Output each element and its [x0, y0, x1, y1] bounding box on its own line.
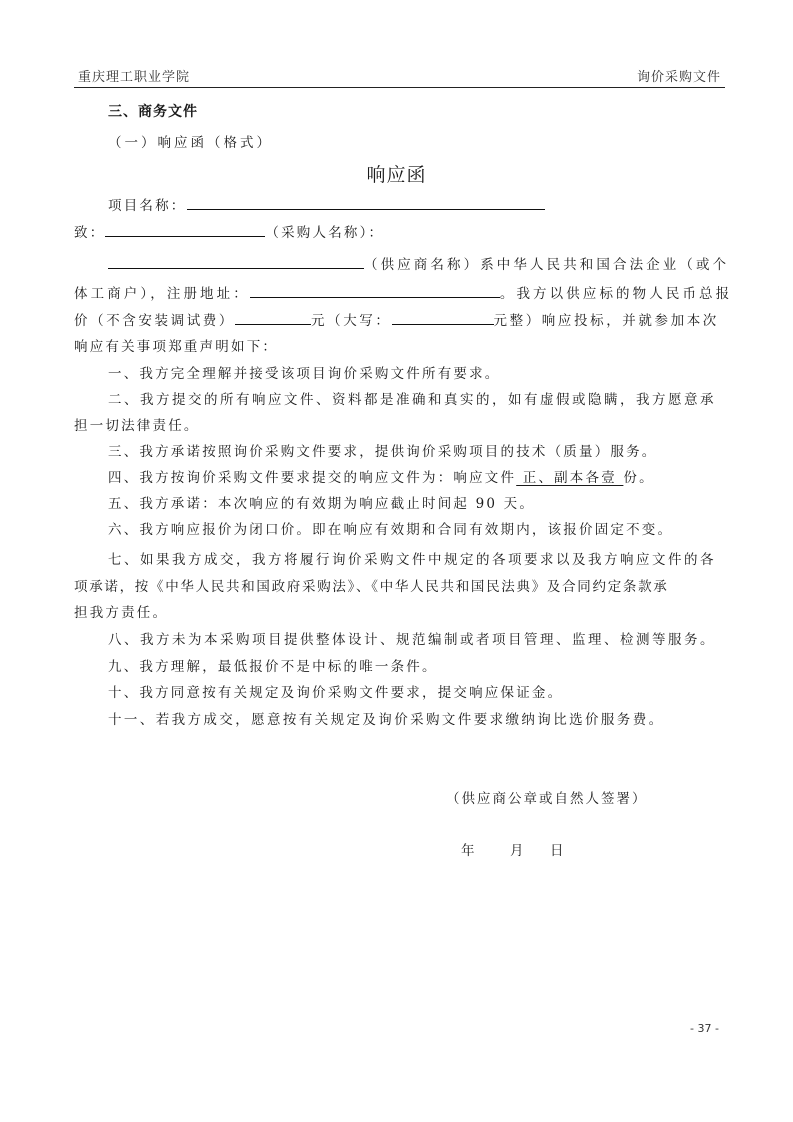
- header-right: 询价采购文件: [636, 70, 721, 85]
- price-row: [74, 309, 719, 329]
- supplier-name-blank[interactable]: [108, 256, 364, 269]
- supplier-hint: （供应商名称）系中华人民共和国合法企业（或个: [364, 257, 730, 273]
- clause-4-tail: 份。: [623, 470, 655, 486]
- price-unit: 元（大写：: [311, 313, 392, 329]
- price-tail: 元整）响应投标，并就参加本次: [493, 313, 719, 329]
- clause-7-line-3: 担我方责任。: [74, 605, 169, 621]
- date-day: 日: [550, 843, 564, 859]
- supplier-row: [108, 253, 729, 273]
- project-name-blank[interactable]: [187, 197, 545, 210]
- to-row: [74, 221, 384, 241]
- clause-2-line-1: 二、我方提交的所有响应文件、资料都是准确和真实的，如有虚假或隐瞒，我方愿意承: [108, 392, 716, 408]
- address-blank[interactable]: [250, 285, 500, 298]
- clause-2-line-2: 担一切法律责任。: [74, 418, 200, 434]
- clause-4-copies: 正、副本各壹: [516, 470, 624, 486]
- clause-3: 三、我方承诺按照询价采购文件要求，提供询价采购项目的技术（质量）服务。: [108, 444, 658, 460]
- clause-10: 十、我方同意按有关规定及询价采购文件要求，提交响应保证金。: [108, 685, 564, 701]
- clause-7-line-2: 项承诺，按《中华人民共和国政府采购法》、《中华人民共和国民法典》及合同约定条款承: [74, 579, 669, 595]
- page-number: - 37 -: [690, 1022, 719, 1035]
- header-left: 重庆理工职业学院: [78, 70, 191, 85]
- clause-9: 九、我方理解，最低报价不是中标的唯一条件。: [108, 659, 438, 675]
- clause-1: 一、我方完全理解并接受该项目询价采购文件所有要求。: [108, 366, 501, 382]
- clause-4-text: 四、我方按询价采购文件要求提交的响应文件为：响应文件: [108, 470, 517, 486]
- section-title: 三、商务文件: [108, 104, 198, 120]
- to-label: 致：: [74, 225, 106, 241]
- purchaser-name-blank[interactable]: [105, 224, 265, 237]
- subsection-title: （一）响应函（格式）: [108, 135, 273, 151]
- signature-label: （供应商公章或自然人签署）: [446, 791, 648, 807]
- price-label: 价（不含安装调试费）: [74, 313, 235, 329]
- address-label: 体工商户），注册地址：: [74, 286, 250, 302]
- date-month: 月: [510, 843, 524, 859]
- date-year: 年: [461, 843, 475, 859]
- address-row: [74, 282, 732, 302]
- price-capital-blank[interactable]: [392, 312, 494, 325]
- clause-6: 六、我方响应报价为闭口价。即在响应有效期和合同有效期内，该报价固定不变。: [108, 522, 674, 538]
- project-name-label: 项目名称：: [108, 198, 187, 214]
- doc-title: 响应函: [366, 164, 427, 186]
- clause-7-line-1: 七、如果我方成交，我方将履行询价采购文件中规定的各项要求以及我方响应文件的各: [108, 552, 716, 568]
- header-rule: [74, 87, 725, 88]
- declaration-intro: 响应有关事项郑重声明如下：: [74, 339, 279, 355]
- clause-5: 五、我方承诺：本次响应的有效期为响应截止时间起 90 天。: [108, 496, 536, 512]
- address-tail: 。我方以供应标的物人民币总报: [499, 286, 733, 302]
- clause-8: 八、我方未为本采购项目提供整体设计、规范编制或者项目管理、监理、检测等服务。: [108, 632, 716, 648]
- clause-4: [108, 466, 655, 486]
- project-name-row: [108, 194, 545, 214]
- purchaser-hint: （采购人名称）：: [265, 225, 385, 241]
- clause-11: 十一、若我方成交，愿意按有关规定及询价采购文件要求缴纳询比选价服务费。: [108, 712, 665, 728]
- price-blank[interactable]: [235, 312, 311, 325]
